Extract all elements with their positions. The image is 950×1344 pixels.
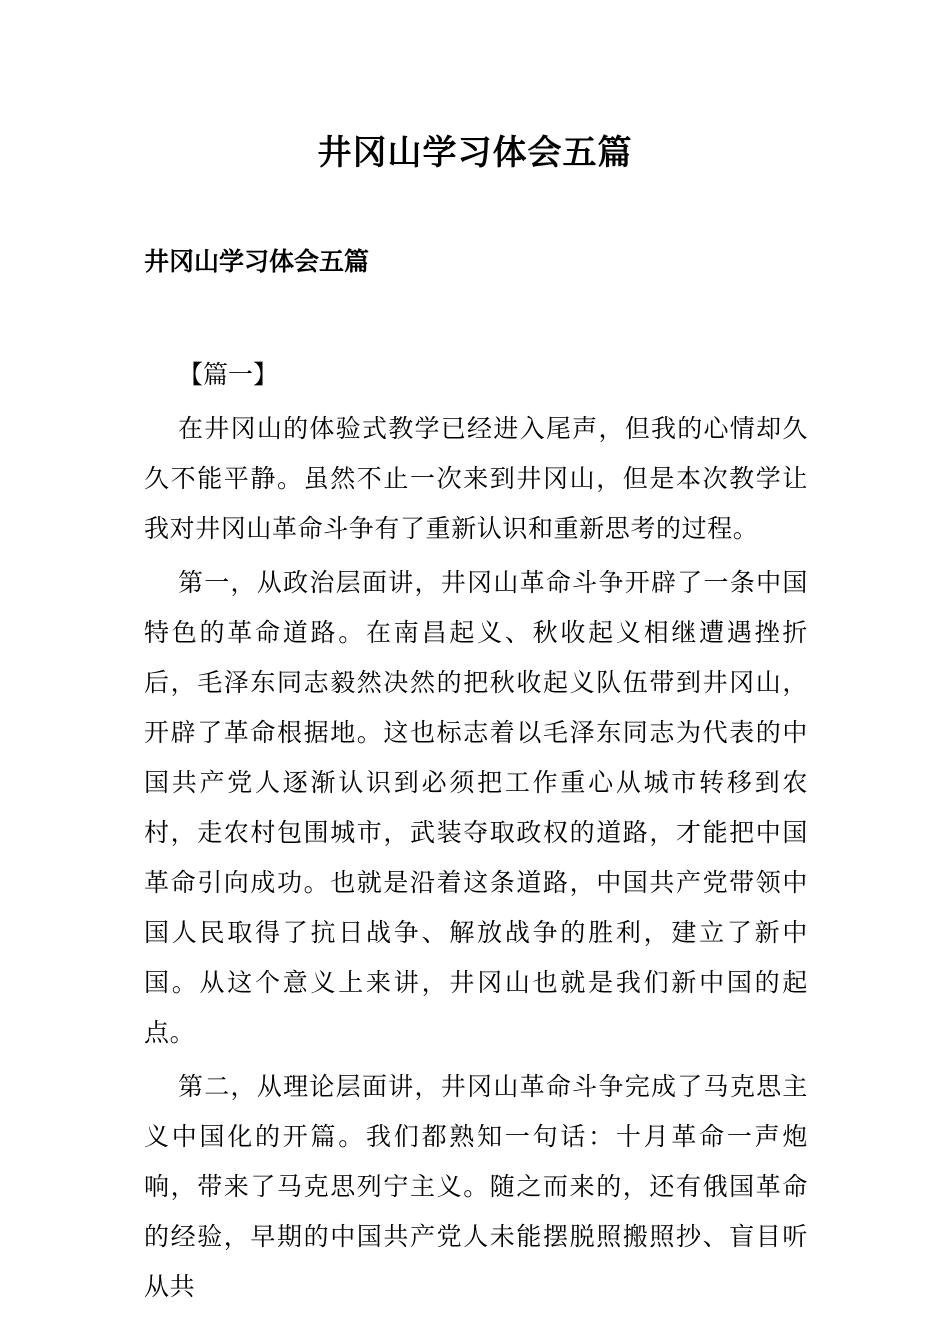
document-body — [144, 350, 808, 1312]
chapter-label: 【篇一】 — [178, 360, 279, 389]
section-heading: 井冈山学习体会五篇 — [144, 247, 370, 276]
document-title: 井冈山学习体会五篇 — [317, 133, 633, 173]
paragraph-3: 第二，从理论层面讲，井冈山革命斗争完成了马克思主义中国化的开篇。我们都熟知一句话：十月革命一声炮响，带来了马克思列宁主义。随之而来的，还有俄国革命的经验，早期的中国共产党人未能摆脱照搬照抄、盲目听从共 — [144, 1072, 808, 1301]
paragraph-2: 第一，从政治层面讲，井冈山革命斗争开辟了一条中国特色的革命道路。在南昌起义、秋收起义相继遭遇挫折后，毛泽东同志毅然决然的把秋收起义队伍带到井冈山，开辟了革命根据地。这也标志着以毛泽东同志为代表的中国共产党人逐渐认识到必须把工作重心从城市转移到农村，走农村包围城市，武装夺取政权的道路，才能把中国革命引向成功。也就是沿着这条道路，中国共产党带领中国人民取得了抗日战争、解放战争的胜利，建立了新中国。从这个意义上来讲，井冈山也就是我们新中国的起点。 — [144, 568, 808, 1047]
paragraph-1: 在井冈山的体验式教学已经进入尾声，但我的心情却久久不能平静。虽然不止一次来到井冈山，但是本次教学让我对井冈山革命斗争有了重新认识和重新思考的过程。 — [144, 414, 808, 543]
